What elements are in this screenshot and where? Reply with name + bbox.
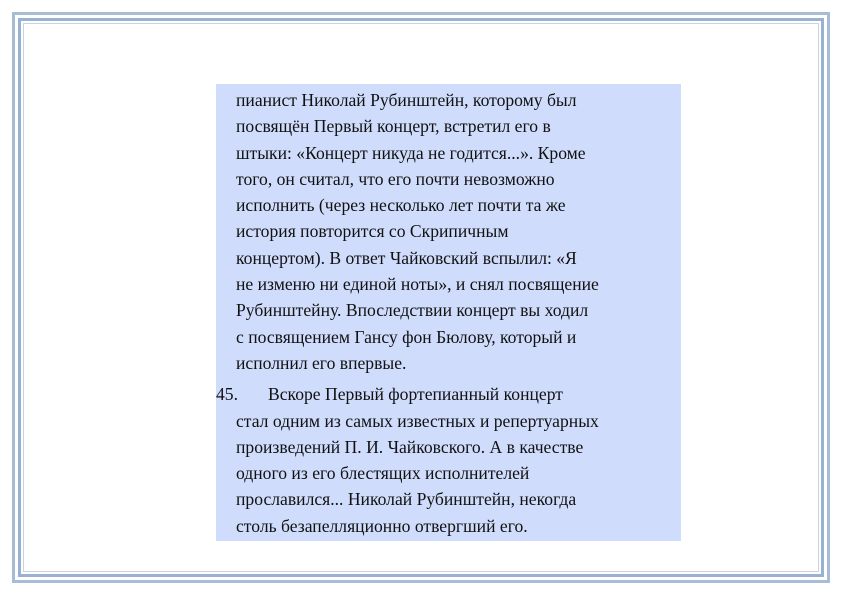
paragraph-2 <box>216 381 681 539</box>
text-line: штыки: «Концерт никуда не годится...». Кроме <box>236 142 586 163</box>
text-line: стал одним из самых известных и репертуарных <box>236 410 599 431</box>
text-line: одного из его блестящих исполнителей <box>236 463 530 484</box>
text-line: посвящён Первый концерт, встретил его в <box>236 116 551 137</box>
text-line: не изменю ни единой ноты», и снял посвящение <box>236 274 599 295</box>
paragraph-number: 45. <box>216 384 238 405</box>
text-line <box>216 381 681 407</box>
text-line: пианист Николай Рубинштейн, которому был <box>236 90 577 110</box>
text-line: концертом). В ответ Чайковский вспылил: «Я <box>236 247 577 268</box>
text-line: прославился... Николай Рубинштейн, некогда <box>236 489 577 510</box>
text-box <box>216 84 681 541</box>
text-line: исполнить (через несколько лет почти та же <box>236 195 566 216</box>
text-line: история повторится со Скрипичным <box>236 221 509 242</box>
text-line: с посвящением Гансу фон Бюлову, который и <box>236 326 577 347</box>
paragraph-1 <box>216 87 681 376</box>
text-line: того, он считал, что его почти невозможно <box>236 168 555 189</box>
text-line-content: Вскоре Первый фортепианный концерт <box>268 384 563 405</box>
text-line: произведений П. И. Чайковского. А в качестве <box>236 436 584 457</box>
text-line: Рубинштейну. Впоследствии концерт вы ходил <box>236 300 589 321</box>
text-line: исполнил его впервые. <box>236 352 407 373</box>
text-line: столь безапелляционно отвергший его. <box>236 515 528 536</box>
